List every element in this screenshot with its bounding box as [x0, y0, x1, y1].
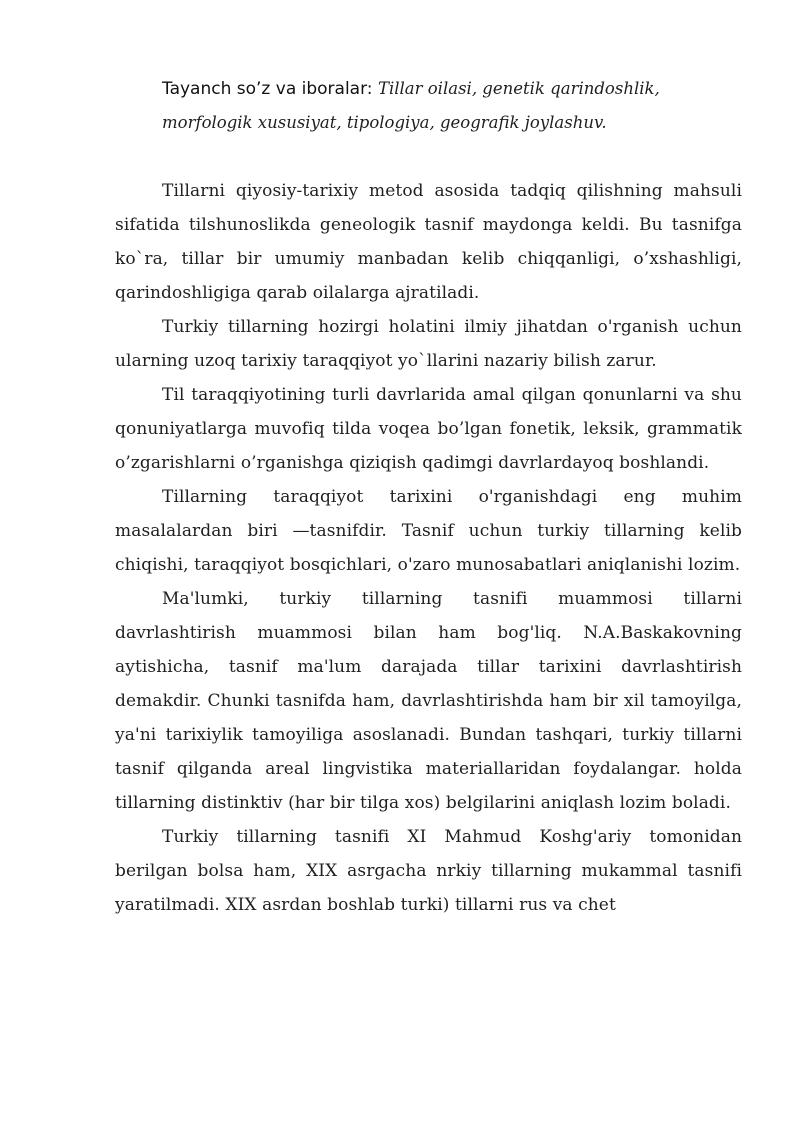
- body-text: [115, 174, 742, 922]
- paragraph: Til taraqqiyotining turli davrlarida amal qilgan qonunlarni va shu qonuniyatlarga muvofiq tilda voqea bo’lgan fonetik, leksik, grammatik o’zgarishlarni o’rganishga qiziqish qadimgi davrlardayoq boshlandi.: [115, 385, 742, 473]
- document-page: [115, 0, 742, 922]
- paragraph: Turkiy tillarning hozirgi holatini ilmiy jihatdan o'rganish uchun ularning uzoq tarixiy taraqqiyot yo`llarini nazariy bilish zarur.: [115, 317, 742, 371]
- paragraph: Ma'lumki, turkiy tillarning tasnifi muammosi tillarni davrlashtirish muammosi bilan ham bog'liq. N.A.Baskakovning aytishicha, tasnif ma'lum darajada tillar tarixini davrlashtirish demakdir. Chunki tasnifda ham, davrlashtirishda ham bir xil tamoyilga, ya'ni tarixiylik tamoyiliga asoslanadi. Bundan tashqari, turkiy tillarni tasnif qilganda areal lingvistika materiallaridan foydalangar. holda tillarning distinktiv (har bir tilga xos) belgilarini aniqlash lozim boladi.: [115, 589, 742, 813]
- paragraph: Turkiy tillarning tasnifi XI Mahmud Koshg'ariy tomonidan berilgan bolsa ham, XIX asrgacha nrkiy tillarning mukammal tasnifi yaratilmadi. XIX asrdan boshlab turki) tillarni rus va chet: [115, 827, 742, 915]
- keywords-label: Tayanch so’z va iboralar:: [162, 79, 373, 99]
- paragraph: Tillarni qiyosiy-tarixiy metod asosida tadqiq qilishning mahsuli sifatida tilshunoslikda geneologik tasnif maydonga keldi. Bu tasnifga ko`ra, tillar bir umumiy manbadan kelib chiqqanligi, o’xshashligi, qarindoshligiga qarab oilalarga ajratiladi.: [115, 181, 742, 303]
- keywords-block: [115, 72, 742, 140]
- paragraph: Tillarning taraqqiyot tarixini o'rganishdagi eng muhim masalalardan biri —tasnifdir. Tasnif uchun turkiy tillarning kelib chiqishi, taraqqiyot bosqichlari, o'zaro munosabatlari aniqlanishi lozim.: [115, 487, 742, 575]
- keywords-text: Tillar oilasi, genetik qarindoshlik, morfologik xususiyat, tipologiya, geografik joylashuv.: [162, 79, 660, 132]
